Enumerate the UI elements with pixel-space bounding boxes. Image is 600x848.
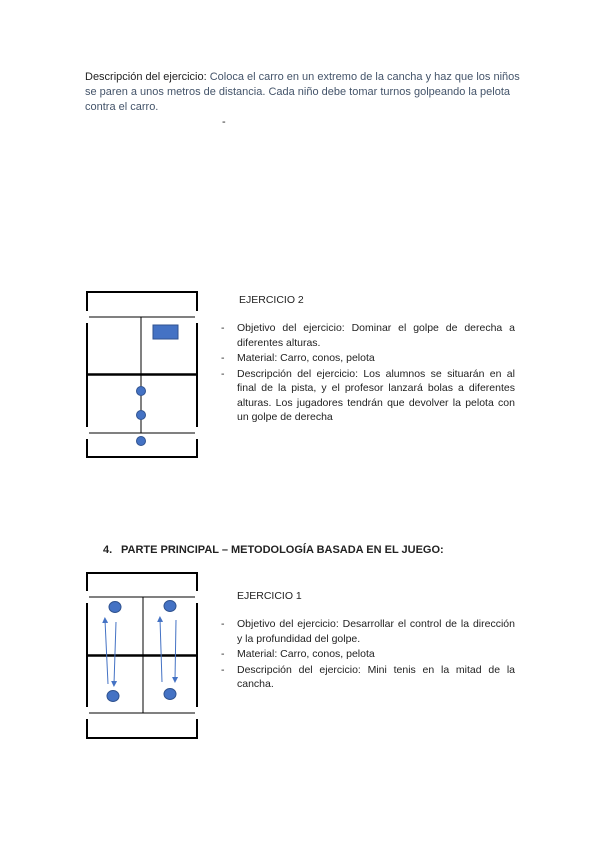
section-heading bbox=[103, 544, 444, 556]
court-gap bbox=[195, 311, 198, 323]
ex2-item: - Descripción del ejercicio: Los alumnos se situarán en al final de la pista, y el profesor lanzará bolas a diferentes alturas. Los jugadores tendrán que devolver la pelota con un golpe de derecha bbox=[221, 367, 515, 425]
court-gap bbox=[195, 427, 198, 439]
ex2-title: EJERCICIO 2 bbox=[239, 294, 304, 306]
ex1-item: - Objetivo del ejercicio: Desarrollar el control de la dirección y la profundidad del golpe. bbox=[221, 617, 515, 646]
court-gap bbox=[195, 591, 198, 603]
ex2-item: - Objetivo del ejercicio: Dominar el golpe de derecha a diferentes alturas. bbox=[221, 321, 515, 350]
court-gap bbox=[86, 707, 89, 719]
ball-path-arrow bbox=[114, 622, 116, 684]
court-gap bbox=[86, 591, 89, 603]
section-number: 4. bbox=[103, 544, 113, 556]
ex1-list bbox=[221, 617, 515, 693]
player-marker bbox=[107, 691, 119, 702]
player-marker bbox=[164, 689, 176, 700]
court-gap bbox=[195, 707, 198, 719]
player-marker bbox=[137, 387, 146, 396]
intro-dash: - bbox=[222, 116, 226, 128]
ex1-title: EJERCICIO 1 bbox=[237, 590, 302, 602]
court-gap bbox=[86, 427, 89, 439]
ball-path-arrow bbox=[160, 619, 162, 682]
ball-cart bbox=[153, 325, 178, 339]
player-marker bbox=[164, 601, 176, 612]
player-marker bbox=[137, 411, 146, 420]
intro-paragraph bbox=[85, 70, 525, 115]
intro-label: Descripción del ejercicio: bbox=[85, 71, 207, 83]
ex2-item: - Material: Carro, conos, pelota bbox=[221, 351, 515, 366]
ex1-item: - Descripción del ejercicio: Mini tenis en la mitad de la cancha. bbox=[221, 663, 515, 692]
intro-text: Coloca el carro en un extremo de la cancha y haz que los niños se paren a unos metros de distancia. Cada niño debe tomar turnos golpeando la pelota contra el carro. bbox=[85, 71, 520, 113]
ex1-item: - Material: Carro, conos, pelota bbox=[221, 647, 515, 662]
ex2-list bbox=[221, 321, 515, 426]
player-marker bbox=[137, 437, 146, 446]
court-gap bbox=[86, 311, 89, 323]
ball-path-arrow bbox=[105, 620, 108, 684]
ex1-court-diagram bbox=[86, 572, 198, 740]
ex2-court-diagram bbox=[86, 291, 198, 459]
section-title: PARTE PRINCIPAL – METODOLOGÍA BASADA EN EL JUEGO: bbox=[121, 544, 444, 556]
ball-path-arrow bbox=[175, 620, 176, 680]
player-marker bbox=[109, 602, 121, 613]
